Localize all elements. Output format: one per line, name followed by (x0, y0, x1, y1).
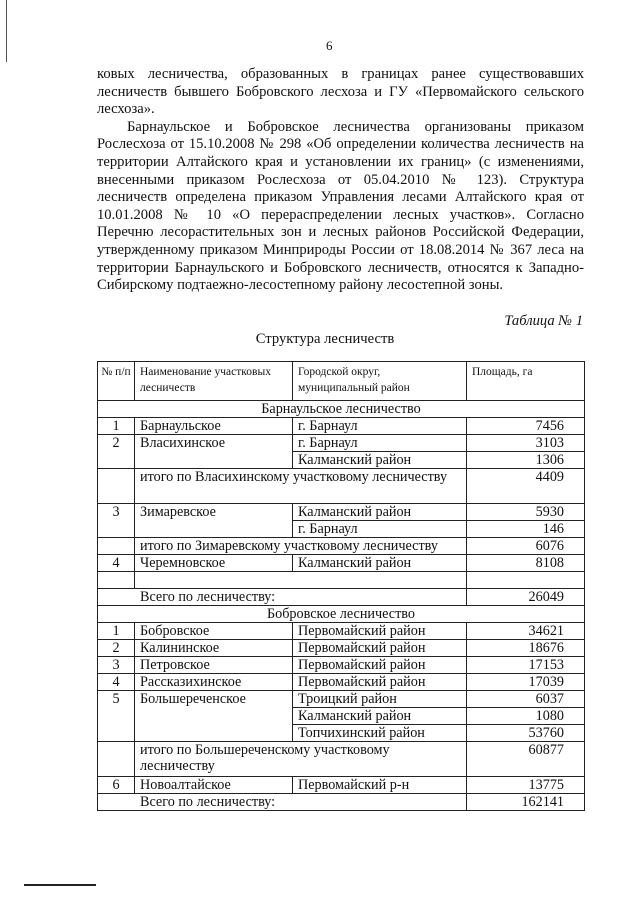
header-cell: Площадь, га (467, 362, 585, 401)
table-row: Калманский район 1306 (98, 452, 585, 469)
subtotal-row: итого по Большереченскому участковому лесничеству 60877 (98, 742, 585, 777)
table-row: г. Барнаул 146 (98, 521, 585, 538)
header-cell: Городской округ, муниципальный район (293, 362, 467, 401)
table-row: 5 Большереченское Троицкий район 6037 (98, 691, 585, 708)
table-row: 4 Черемновское Калманский район 8108 (98, 555, 585, 572)
table-row: 1 Барнаульское г. Барнаул 7456 (98, 418, 585, 435)
section-row: Бобровское лесничество (98, 606, 585, 623)
scan-edge-line (6, 0, 7, 62)
table-title: Структура лесничеств (255, 331, 395, 347)
table-label: Таблица № 1 (504, 313, 583, 329)
forestry-structure-table (97, 361, 585, 811)
table-row: Калманский район 1080 (98, 708, 585, 725)
total-row: Всего по лесничеству: 162141 (98, 794, 585, 811)
table-row: 3 Петровское Первомайский район 17153 (98, 657, 585, 674)
subtotal-row: итого по Власихинскому участковому лесничеству 4409 (98, 469, 585, 504)
paragraph: ковых лесничества, образованных в границах ранее существовавших лесничеств бывшего Бобровского лесхоза и ГУ «Первомайского сельского лесхоза». (97, 66, 584, 118)
table-row: Топчихинский район 53760 (98, 725, 585, 742)
table-header (98, 362, 585, 401)
header-cell: № п/п (98, 362, 135, 401)
section-row: Барнаульское лесничество (98, 401, 585, 418)
subtotal-row: итого по Зимаревскому участковому лесничеству 6076 (98, 538, 585, 555)
table-row: 2 Калининское Первомайский район 18676 (98, 640, 585, 657)
total-row: Всего по лесничеству: 26049 (98, 589, 585, 606)
header-cell: Наименование участковых лесничеств (135, 362, 293, 401)
table-row: 1 Бобровское Первомайский район 34621 (98, 623, 585, 640)
scan-bottom-line (24, 884, 96, 886)
table-row: 6 Новоалтайское Первомайский р-н 13775 (98, 777, 585, 794)
table-row: 2 Власихинское г. Барнаул 3103 (98, 435, 585, 452)
table-row: 3 Зимаревское Калманский район 5930 (98, 504, 585, 521)
page-number: 6 (326, 38, 333, 53)
table-row: 4 Рассказихинское Первомайский район 17039 (98, 674, 585, 691)
body-text (97, 66, 584, 295)
paragraph: Барнаульское и Бобровское лесничества организованы приказом Рослесхоза от 15.10.2008 № 298 «Об определении количества лесничеств на территории Алтайского края и установлении их границ» (с изменениями, внесенными приказом Рослесхоза от 05.04.2010 № 123). Структура лесничеств определена приказом Управления лесами Алтайского края от 10.01.2008 № 10 «О перераспределении лесных участков». Согласно Перечню лесорастительных зон и лесных районов Российской Федерации, утвержденному приказом Минприроды России от 18.08.2014 № 367 леса на территории Барнаульского и Бобровского лесничеств, относятся к Западно-Сибирскому подтаежно-лесостепному району лесостепной зоны. (97, 118, 584, 294)
empty-row (98, 572, 585, 589)
